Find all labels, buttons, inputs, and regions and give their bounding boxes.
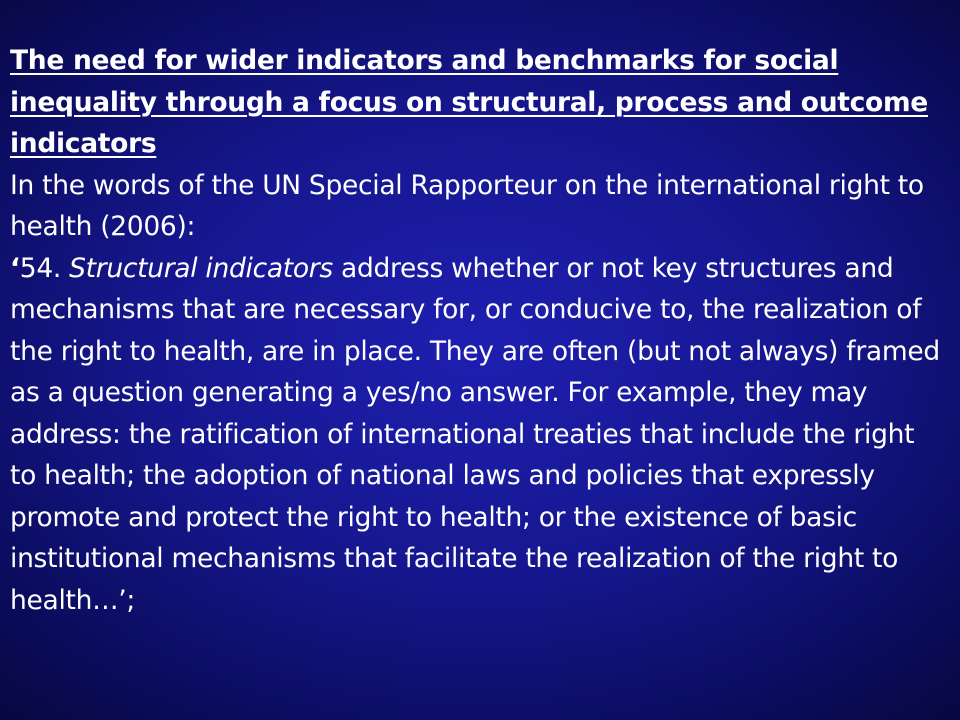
quote-term: Structural indicators — [69, 252, 333, 284]
slide-body — [10, 40, 945, 621]
quote-paragraph — [10, 248, 945, 622]
slide-heading: The need for wider indicators and benchmarks for social inequality through a focus on structural, process and outcome indicators — [10, 45, 928, 159]
intro-paragraph: In the words of the UN Special Rapporteur on the international right to health (2006): — [10, 169, 924, 242]
quote-text: address whether or not key structures and mechanisms that are necessary for, or conducive to, the realization of the right to health, are in place. They are often (but not always) framed as a question generating a yes/no answer. For example, they may address: the ratification of international treaties that include the right to health; the adoption of national laws and policies that expressly promote and protect the right to health; or the existence of basic institutional mechanisms that facilitate the realization of the right to health…’; — [10, 252, 940, 616]
quote-number: 54. — [19, 252, 70, 284]
opening-quote-mark: ‘ — [10, 252, 20, 284]
